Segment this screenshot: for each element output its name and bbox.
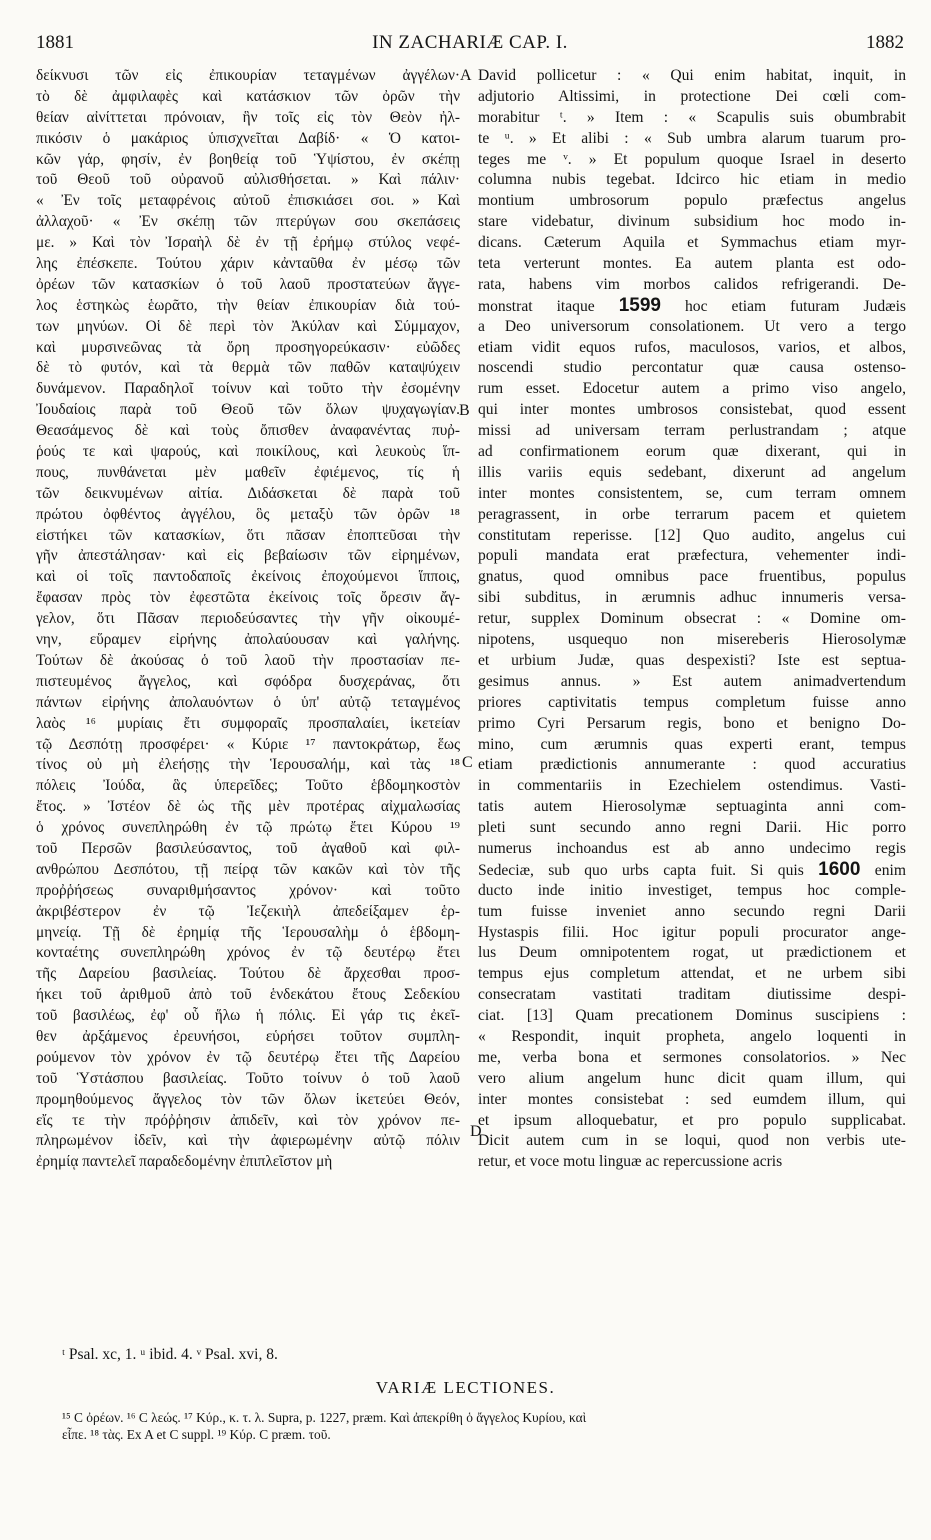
latin-text-line: etiam prædictionis annumerante : quod accuratius xyxy=(478,756,906,774)
latin-text-line: me, verba bona et sermones consolatorios. » Nec xyxy=(478,1048,906,1066)
varia-line: εἶπε. ¹⁸ τὰς. Ex A et C suppl. ¹⁹ Κύρ. C præm. τοῦ. xyxy=(62,1427,331,1442)
greek-text-line: ἐρημίᾳ παντελεῖ παραδεδομένην ἐπιπλεῖστον μὴ xyxy=(36,1153,333,1171)
greek-text-line: ήκει τοῦ ἀριθμοῦ ἀπὸ τοῦ ἑνδεκάτου ἔτους Σεδεκίου xyxy=(36,986,460,1004)
margin-marker-c: C xyxy=(462,754,473,771)
latin-text-line: tum fuisse inveniet anno secundo regni Darii xyxy=(478,902,906,920)
greek-text-line: λος ἑστηκὼς ἑωρᾶτο, τὴν θείαν ἐπικουρίαν διὰ τού- xyxy=(36,296,460,314)
greek-text-line: τὸ δὲ ἀμφιλαφὲς καὶ κατάσκιον τῶν ὀρῶν τὴν xyxy=(36,87,460,105)
greek-text-line: πληρωμένον ἰδεῖν, καὶ τὴν ἀφιερωμένην αὐτῷ πόλιν xyxy=(36,1132,460,1150)
latin-text-line: sibi subditus, in ærumnis adhuc innumeris versa- xyxy=(478,589,906,607)
greek-text-line: πόλεις Ἰούδα, ἃς ὑπερεῖδες; Τοῦτο ἑβδομηκοστὸν xyxy=(36,777,460,795)
latin-text-line: numerus inchoandus est ab anno undecimo regis xyxy=(478,839,906,857)
greek-text-line: ἀκριβέστερον ἐν τῷ Ἰεζεκιὴλ ἀπεδείξαμεν ἑρ- xyxy=(36,902,460,920)
greek-text-line: ανθρώπου Δεσπότου, τῇ πείρᾳ τῶν κακῶν καὶ τὸν τῆς xyxy=(36,860,460,878)
greek-text-line: με. » Καὶ τὸν Ἰσραὴλ δὲ ἐν τῇ ἐρήμῳ στύλος νεφέ- xyxy=(36,234,460,252)
latin-text-line: montium umbrosorum populo præfectus angelus xyxy=(478,192,906,210)
column-number-marker: 1600 xyxy=(818,859,861,880)
latin-text-line: Hystaspis filii. Hoc igitur populi procurator ange- xyxy=(478,923,906,941)
latin-text-line: in commentariis in Ezechielem ostendimus. Vasti- xyxy=(478,777,906,795)
greek-text-line: πρώτου ὀφθέντος ἀγγέλου, ὃς μεταξὺ τῶν ὀρῶν ¹⁸ xyxy=(36,505,460,523)
latin-text-line: a Deo universorum consolationem. Ut vero a tergo xyxy=(478,317,906,335)
page-header xyxy=(36,32,904,60)
latin-text-column xyxy=(478,66,906,1344)
latin-text-line: stare videbatur, divinum subsidium hoc modo in- xyxy=(478,213,906,231)
greek-text-line: θεν ἀρξάμενος ἐρευνήσοι, εὑρήσει τοῦτον συμπλη- xyxy=(36,1027,460,1045)
latin-text-line: ad confirmationem eorum quæ dixerant, qui in xyxy=(478,443,906,461)
variae-lectiones-title: VARIÆ LECTIONES. xyxy=(375,1378,556,1397)
greek-text-line: Τούτων δὲ ἀκούσας ὁ τοῦ λαοῦ τὴν προστασίαν πε- xyxy=(36,651,460,669)
greek-text-line: πους, πυνθάνεται μὲν μαθεῖν ἐφιέμενος, τίς ἡ xyxy=(36,463,460,481)
greek-text-line: μηνείᾳ. Τῇ δὲ ἐρημίᾳ τῆς Ἱερουσαλὴμ ὁ ἑβδομη- xyxy=(36,923,460,941)
greek-text-line: « Ἐν τοῖς μεταφρένοις αὐτοῦ ἐπισκιάσει σοι. » Καὶ xyxy=(36,192,460,210)
latin-text-line: constitutam reperisse. [12] Quo audito, angelus cui xyxy=(478,526,906,544)
greek-text-line: λης ἐπέσκεπε. Τούτου χάριν κἀνταῦθα ἐν μέσῳ τῶν xyxy=(36,255,460,273)
greek-text-line: ὀρέων τῶν κατασκίων ὁ τοῦ λαοῦ προστατεύων ἄγγε- xyxy=(36,275,460,293)
latin-text-line: ducto inde initio investiget, tempus hoc comple- xyxy=(478,881,906,899)
greek-text-line: νην, εὕραμεν εἰρήνης ἀπολαύουσαν καὶ γαλήνης. xyxy=(36,631,460,649)
latin-text-line: priores captivitatis tempus completum fuisse anno xyxy=(478,693,906,711)
latin-text-line: missi ad universam terram perlustrandam ; atque xyxy=(478,422,906,440)
latin-text-line: ciat. [13] Quam precationem Dominus suscipiens : xyxy=(478,1007,906,1025)
greek-text-line: γελον, ὅτι Πᾶσαν περιοδεύσαντες τὴν γῆν οἰκουμέ- xyxy=(36,610,460,628)
latin-text-line: Sedeciæ, sub quo urbs capta fuit. Si quis 1600 enim xyxy=(478,859,906,880)
latin-text-line: retur, supplex Dominum obsecrat : « Domine om- xyxy=(478,610,906,628)
latin-text-line: dicans. Cæterum Aquila et Symmachus etiam myr- xyxy=(478,234,906,252)
latin-text-line: Dicit autem cum in se loqui, quod non verbis ute- xyxy=(478,1132,906,1150)
latin-text-line: teges me ᵛ. » Et populum quoque Israel in deserto xyxy=(478,150,906,168)
latin-text-line: primo Cyri Persarum regis, bono et benigno Do- xyxy=(478,714,906,732)
latin-text-line: David pollicetur : « Qui enim habitat, inquit, in xyxy=(478,67,906,84)
running-title: IN ZACHARIÆ CAP. I. xyxy=(372,32,568,53)
latin-text-line: inter montes consistebat : sed eumdem illum, qui xyxy=(478,1090,906,1108)
greek-text-line: κῶν γάρ, φησίν, ἐν βοηθείᾳ τοῦ Ὑψίστου, ἐν σκέπῃ xyxy=(36,150,460,168)
latin-text-line: populi mandata erat præfectura, vehementer indi- xyxy=(478,547,906,565)
greek-text-line: τοῦ Περσῶν βασιλεύσαντος, τοῦ ἀγαθοῦ καὶ φιλ- xyxy=(36,839,460,857)
greek-text-line: καὶ μυρσινεῶνας τὰ ὄρη προσηγορεύκασιν· εὐῶδες xyxy=(36,338,460,356)
page-number-left: 1881 xyxy=(36,32,74,53)
greek-text-line: κονταέτης συνεπληρώθη χρόνος ἐν τῷ δευτέρῳ ἔτει xyxy=(36,944,460,962)
greek-text-line: τίνος οὐ μὴ ἐλεήσῃς τὴν Ἱερουσαλήμ, καὶ τὰς ¹⁸ xyxy=(36,756,460,774)
greek-text-line: των μηνύων. Οἱ δὲ περὶ τὸν Ἀκύλαν καὶ Σύμμαχον, xyxy=(36,317,460,335)
latin-text-line: te ᵘ. » Et alibi : « Sub umbra alarum tuarum pro- xyxy=(478,129,906,147)
margin-marker-d: D xyxy=(470,1123,482,1140)
varia-line: ¹⁵ C ὀρέων. ¹⁶ C λεώς. ¹⁷ Κύρ., κ. τ. λ. Supra, p. 1227, præm. Καὶ ἀπεκρίθη ὁ ἄγγελος Κυρίου, καὶ xyxy=(62,1410,587,1425)
latin-text-line: pleti sunt secundo anno regni Darii. Hic porro xyxy=(478,819,906,837)
page-number-right: 1882 xyxy=(866,32,904,53)
margin-marker-b: B xyxy=(459,402,470,419)
greek-text-line: δείκνυσι τῶν εἰς ἐπικουρίαν τεταγμένων ἀγγέλων· xyxy=(36,67,460,84)
greek-text-line: τῆς Δαρείου βασιλείας. Τούτου δὲ ἄρχεσθαι προσ- xyxy=(36,965,460,983)
footnotes: ᵗ Psal. xc, 1. ᵘ ibid. 4. ᵛ Psal. xvi, 8. xyxy=(62,1346,278,1363)
greek-text-line: γῆν ἀπεστάλησαν· καὶ εἰς βεβαίωσιν τῶν εἰρημένων, xyxy=(36,547,460,565)
greek-text-line: ἀλλαχοῦ· « Ἐν σκέπῃ τῶν πτερύγων σου σκεπάσεις xyxy=(36,213,460,231)
greek-text-line: τοῦ Ὑστάσπου βασιλείας. Τοῦτο τοίνυν ὁ τοῦ λαοῦ xyxy=(36,1069,460,1087)
latin-text-line: lus Deum omnipotentem rogat, ut prædictionem et xyxy=(478,944,906,962)
greek-text-line: ρούμενον τὸν χρόνον ἐν τῷ δευτέρῳ ἔτει τῆς Δαρείου xyxy=(36,1048,460,1066)
margin-marker-a: A xyxy=(460,67,472,84)
greek-text-line: προῤῥήσεως συναριθμήσαντος χρόνον· καὶ τοῦτο xyxy=(36,881,460,899)
latin-text-line: mino, cum ærumnis quas experti erant, tempus xyxy=(478,735,906,753)
greek-text-line: ῥούς τε καὶ ψαρούς, καὶ ποικίλους, καὶ λευκοὺς ἵπ- xyxy=(36,443,460,461)
greek-text-column xyxy=(36,66,460,1344)
latin-text-line: gesimus annus. » Est autem animadvertendum xyxy=(478,672,906,690)
latin-text-line: morabitur ᵗ. » Item : « Scapulis suis obumbrabit xyxy=(478,108,906,126)
greek-text-line: πάντων εἰρήνης ἀπολαυόντων ὁ ὑπ' αὐτῷ τεταγμένος xyxy=(36,693,460,711)
latin-text-line: etiam vidit equos rufos, maculosos, varios, et albos, xyxy=(478,338,906,356)
greek-text-line: λαὸς ¹⁶ μυρίαις ἔτι συμφοραῖς προσπαλαίει, ἱκετείαν xyxy=(36,714,460,732)
latin-text-line: qui inter montes umbrosos consistebat, quod essent xyxy=(478,401,906,419)
latin-text-line: « Respondit, inquit propheta, angelo loquenti in xyxy=(478,1027,906,1045)
latin-text-line: vero alium angelum hunc dicit quam illum, qui xyxy=(478,1069,906,1087)
greek-text-line: ἔφασαν πρὸς τὸν ἐφεστῶτα ἐκείνοις τοῖς ὄρεσιν ἄγ- xyxy=(36,589,460,607)
latin-text-line: monstrat itaque 1599 hoc etiam futuram Judæis xyxy=(478,295,906,316)
greek-text-line: τῶν δεικνυμένων αἰτία. Διδάσκεται δὲ παρὰ τοῦ xyxy=(36,484,460,502)
latin-text-line: nipotens, usquequo non misereberis Hierosolymæ xyxy=(478,631,906,649)
variae-lectiones xyxy=(62,1409,908,1443)
greek-text-line: εἱστήκει τῶν κατασκίων, ὅτι πᾶσαν ἐποπτεῦσαι τὴν xyxy=(36,526,460,544)
greek-text-line: καὶ οἱ τοῖς παντοδαποῖς ἐκείνοις ἐποχούμενοι ἵπποις, xyxy=(36,568,460,586)
latin-text-line: columna nubis tegebat. Idcirco hic etiam in medio xyxy=(478,171,906,189)
latin-text-line: et ipsum alloquebatur, et pro populo supplicabat. xyxy=(478,1111,906,1129)
latin-text-line: et urbium Judæ, quas despexisti? Iste est septua- xyxy=(478,651,906,669)
greek-text-line: δυνάμενον. Παραδηλοῖ τοίνυν καὶ τοῦτο τὴν ἐσομένην xyxy=(36,380,460,398)
latin-text-line: teta verterunt montes. Ea autem planta est odo- xyxy=(478,255,906,273)
greek-text-line: προμηθούμενος ἄγγελος τὸν τῶν ὅλων ἱκετεύει Θεόν, xyxy=(36,1090,460,1108)
greek-text-line: δὲ τὸ φυτόν, καὶ τὰ θερμὰ τῶν παθῶν καταψύχειν xyxy=(36,359,460,377)
greek-text-line: εἴς τε τὴν πρόῤῥησιν ἀπιδεῖν, καὶ τὸν χρόνον πε- xyxy=(36,1111,460,1129)
greek-text-line: Ἰουδαίοις παρὰ τοῦ Θεοῦ τῶν ὅλων ψυχαγωγίαν. xyxy=(36,401,460,419)
latin-text-line: rum esset. Edocetur autem a primo viso angelo, xyxy=(478,380,906,398)
latin-text-line: peragrassent, in orbe terrarum pacem et quietem xyxy=(478,505,906,523)
latin-text-line: tatis autem Hierosolymæ septuaginta anni com- xyxy=(478,798,906,816)
latin-text-line: illis variis equis sedebant, dixerunt ad angelum xyxy=(478,463,906,481)
greek-text-line: ὁ χρόνος συνεπληρώθη ἐν τῷ πρώτῳ ἔτει Κύρου ¹⁹ xyxy=(36,819,460,837)
greek-text-line: θείαν αἰνίττεται πρόνοιαν, ἣν τοῖς εἰς τὸν Θεὸν ἠλ- xyxy=(36,108,460,126)
greek-text-line: Θεασάμενος δὲ καὶ τοὺς ὄπισθεν ἀναφανέντας πυῤ- xyxy=(36,422,460,440)
latin-text-line: noscendi studio percontatur quæ causa ostenso- xyxy=(478,359,906,377)
latin-text-line: rata, habens vim morbos calidos refrigerandi. De- xyxy=(478,275,906,293)
greek-text-line: ἔτος. » Ἰστέον δὲ ὡς τῆς μὲν προτέρας αἰχμαλωσίας xyxy=(36,798,460,816)
latin-text-line: tempus ejus completum attendat, et ne urbem sibi xyxy=(478,965,906,983)
latin-text-line: consecratam vastitati traditam diutissime despi- xyxy=(478,986,906,1004)
column-number-marker: 1599 xyxy=(618,295,661,316)
latin-text-line: inter montes consistentem, se, cum terram omnem xyxy=(478,484,906,502)
greek-text-line: πικόσιν ὁ μακάριος ὑπισχνεῖται Δαβίδ· « Ὁ κατοι- xyxy=(36,129,460,147)
greek-text-line: τοῦ Θεοῦ τοῦ οὐρανοῦ αὐλισθήσεται. » Καὶ πάλιν· xyxy=(36,171,460,189)
greek-text-line: τῷ Δεσπότῃ προσφέρει· « Κύριε ¹⁷ παντοκράτωρ, ἕως xyxy=(36,735,460,753)
latin-text-line: gnatus, quod omnibus pace fruentibus, populus xyxy=(478,568,906,586)
greek-text-line: πιστευμένος ἄγγελος, καὶ σφόδρα δυσχεράνας, ὅτι xyxy=(36,672,460,690)
latin-text-line: retur, et voce motu linguæ ac repercussione acris xyxy=(478,1153,783,1171)
greek-text-line: τοῦ βασιλέως, ἐφ' οὗ ἥλω ἡ πόλις. Εἰ γάρ τις ἐκεῖ- xyxy=(36,1007,460,1025)
latin-text-line: adjutorio Altissimi, in protectione Dei cœli com- xyxy=(478,87,906,105)
